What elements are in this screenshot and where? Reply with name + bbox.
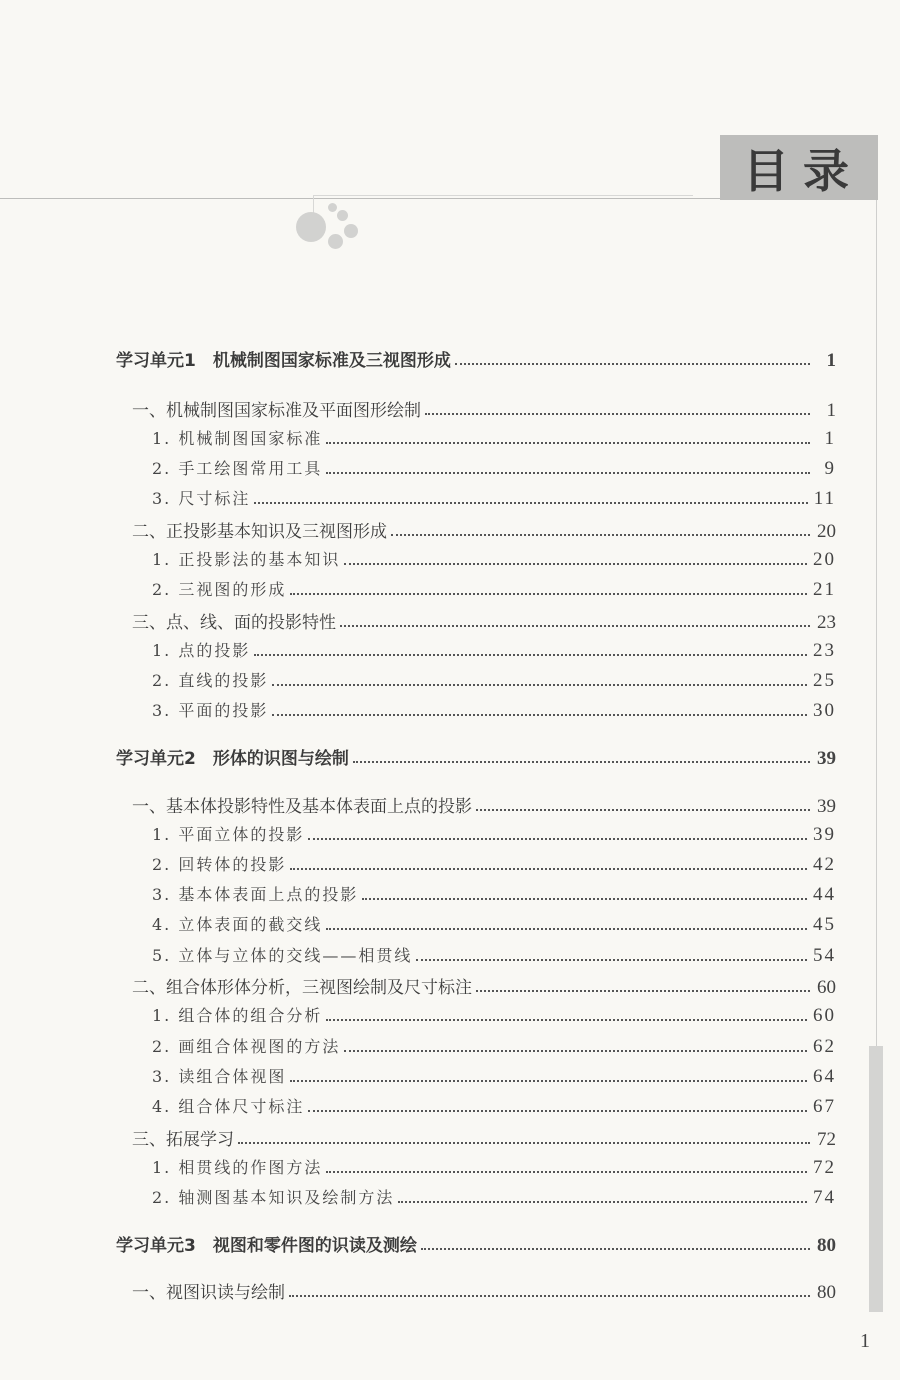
toc-entry-sub[interactable] <box>152 912 836 936</box>
toc-entry-sub[interactable] <box>152 698 836 722</box>
dot-leader <box>326 472 810 474</box>
toc-entry-page: 20 <box>817 521 836 542</box>
toc-entry-page: 30 <box>813 700 836 721</box>
toc-entry-page: 60 <box>817 977 836 998</box>
dot-leader <box>416 959 807 961</box>
toc-entry-page: 80 <box>817 1282 836 1303</box>
dot-leader <box>290 593 807 595</box>
toc-entry-label: 1. 相贯线的作图方法 <box>152 1158 323 1177</box>
toc-entry-page: 9 <box>824 458 836 479</box>
dot-leader <box>421 1248 810 1250</box>
toc-entry-sub[interactable] <box>152 882 836 906</box>
toc-entry-page: 39 <box>813 824 836 845</box>
toc-entry-label: 三、点、线、面的投影特性 <box>132 613 336 633</box>
toc-entry-page: 42 <box>813 854 836 875</box>
toc-entry-label: 1. 平面立体的投影 <box>152 825 305 844</box>
toc-entry-page: 54 <box>813 945 836 966</box>
toc-entry-sub[interactable] <box>152 1155 836 1179</box>
toc-entry-label: 3. 尺寸标注 <box>152 489 251 508</box>
toc-entry-page: 67 <box>813 1096 836 1117</box>
toc-entry-label: 一、视图识读与绘制 <box>132 1283 285 1303</box>
toc-entry-label: 2. 三视图的形成 <box>152 580 287 599</box>
toc-entry-sub[interactable] <box>152 1185 836 1209</box>
dot-leader <box>391 534 810 536</box>
toc-entry-sub[interactable] <box>152 486 836 510</box>
toc-entry-sec[interactable] <box>132 1125 836 1151</box>
toc-entry-page: 44 <box>813 884 836 905</box>
toc-entry-label: 二、正投影基本知识及三视图形成 <box>132 522 387 542</box>
toc-entry-label: 学习单元1 机械制图国家标准及三视图形成 <box>116 351 451 371</box>
toc-entry-sub[interactable] <box>152 456 836 480</box>
toc-entry-page: 25 <box>813 670 836 691</box>
toc-entry-page: 39 <box>817 748 836 769</box>
toc-entry-sec[interactable] <box>132 973 836 999</box>
toc-entry-sub[interactable] <box>152 822 836 846</box>
toc-entry-sec[interactable] <box>132 792 836 818</box>
toc-entry-sec[interactable] <box>132 1278 836 1304</box>
dot-leader <box>476 990 810 992</box>
toc-entry-label: 2. 回转体的投影 <box>152 855 287 874</box>
toc-entry-label: 二、组合体形体分析，三视图绘制及尺寸标注 <box>132 978 472 998</box>
dot-leader <box>290 868 807 870</box>
toc-entry-sub[interactable] <box>152 1064 836 1088</box>
dot-leader <box>308 1110 807 1112</box>
toc-entry-label: 一、基本体投影特性及基本体表面上点的投影 <box>132 797 472 817</box>
toc-entry-page: 1 <box>826 400 836 421</box>
toc-entry-sec[interactable] <box>132 517 836 543</box>
toc-entry-page: 74 <box>813 1187 836 1208</box>
toc-entry-label: 2. 画组合体视图的方法 <box>152 1037 341 1056</box>
dot-leader <box>326 1171 807 1173</box>
toc-entry-page: 60 <box>813 1005 836 1026</box>
dot-leader <box>340 625 810 627</box>
toc-entry-label: 3. 平面的投影 <box>152 701 269 720</box>
dot-leader <box>344 1050 807 1052</box>
page-title: 目录 <box>720 135 878 200</box>
dot-leader <box>254 502 807 504</box>
toc-entry-page: 1 <box>824 428 836 449</box>
dot-leader <box>326 442 810 444</box>
toc-entry-page: 62 <box>813 1036 836 1057</box>
dot-leader <box>455 363 810 365</box>
dot-leader <box>476 809 810 811</box>
toc-entry-page: 39 <box>817 796 836 817</box>
dot-leader <box>272 714 807 716</box>
toc-entry-label: 2. 直线的投影 <box>152 671 269 690</box>
toc-entry-label: 1. 组合体的组合分析 <box>152 1006 323 1025</box>
toc-entry-page: 11 <box>813 488 836 509</box>
toc-entry-sub[interactable] <box>152 1034 836 1058</box>
dot-leader <box>344 563 807 565</box>
toc-entry-page: 20 <box>813 549 836 570</box>
toc-entry-page: 1 <box>826 350 836 371</box>
dot-leader <box>238 1142 810 1144</box>
toc-entry-label: 2. 轴测图基本知识及绘制方法 <box>152 1188 395 1207</box>
toc-entry-unit[interactable] <box>116 346 836 372</box>
toc-entry-label: 3. 基本体表面上点的投影 <box>152 885 359 904</box>
toc-entry-page: 23 <box>817 612 836 633</box>
toc-entry-page: 45 <box>813 914 836 935</box>
toc-entry-sub[interactable] <box>152 547 836 571</box>
toc-entry-label: 2. 手工绘图常用工具 <box>152 459 323 478</box>
dot-leader <box>353 761 810 763</box>
toc-entry-label: 学习单元3 视图和零件图的识读及测绘 <box>116 1236 417 1256</box>
toc-entry-label: 5. 立体与立体的交线——相贯线 <box>152 946 413 965</box>
toc-entry-page: 72 <box>813 1157 836 1178</box>
toc-entry-sub[interactable] <box>152 577 836 601</box>
dot-leader <box>398 1201 807 1203</box>
toc-entry-label: 学习单元2 形体的识图与绘制 <box>116 749 349 769</box>
dot-leader <box>326 1019 807 1021</box>
dot-leader <box>254 654 807 656</box>
toc-entry-sub[interactable] <box>152 852 836 876</box>
toc-entry-sub[interactable] <box>152 668 836 692</box>
toc-entry-page: 21 <box>813 579 836 600</box>
toc-entry-label: 4. 立体表面的截交线 <box>152 915 323 934</box>
toc-entry-label: 4. 组合体尺寸标注 <box>152 1097 305 1116</box>
dot-leader <box>425 413 810 415</box>
dot-leader <box>289 1295 810 1297</box>
toc-entry-sub[interactable] <box>152 638 836 662</box>
toc-entry-unit[interactable] <box>116 744 836 770</box>
dot-leader <box>290 1080 807 1082</box>
dot-leader <box>272 684 807 686</box>
toc-entry-page: 64 <box>813 1066 836 1087</box>
decorative-rule <box>313 195 693 196</box>
toc-entry-unit[interactable] <box>116 1231 836 1257</box>
toc-entry-sub[interactable] <box>152 943 836 967</box>
toc-entry-page: 23 <box>813 640 836 661</box>
toc-entry-label: 1. 点的投影 <box>152 641 251 660</box>
toc-entry-sec[interactable] <box>132 396 836 422</box>
toc-entry-sec[interactable] <box>132 608 836 634</box>
toc-entry-label: 三、拓展学习 <box>132 1130 234 1150</box>
toc-entry-label: 3. 读组合体视图 <box>152 1067 287 1086</box>
header-rule <box>0 198 720 199</box>
toc-entry-label: 1. 机械制图国家标准 <box>152 429 323 448</box>
dot-leader <box>362 898 807 900</box>
toc-entry-label: 1. 正投影法的基本知识 <box>152 550 341 569</box>
toc-entry-page: 72 <box>817 1129 836 1150</box>
toc-entry-sub[interactable] <box>152 426 836 450</box>
toc-entry-page: 80 <box>817 1235 836 1256</box>
side-tab-bar <box>869 1046 883 1312</box>
toc-entry-label: 一、机械制图国家标准及平面图形绘制 <box>132 401 421 421</box>
dot-leader <box>308 838 807 840</box>
toc-entry-sub[interactable] <box>152 1094 836 1118</box>
toc-entry-sub[interactable] <box>152 1003 836 1027</box>
dot-leader <box>326 928 807 930</box>
page-number: 1 <box>860 1330 870 1352</box>
